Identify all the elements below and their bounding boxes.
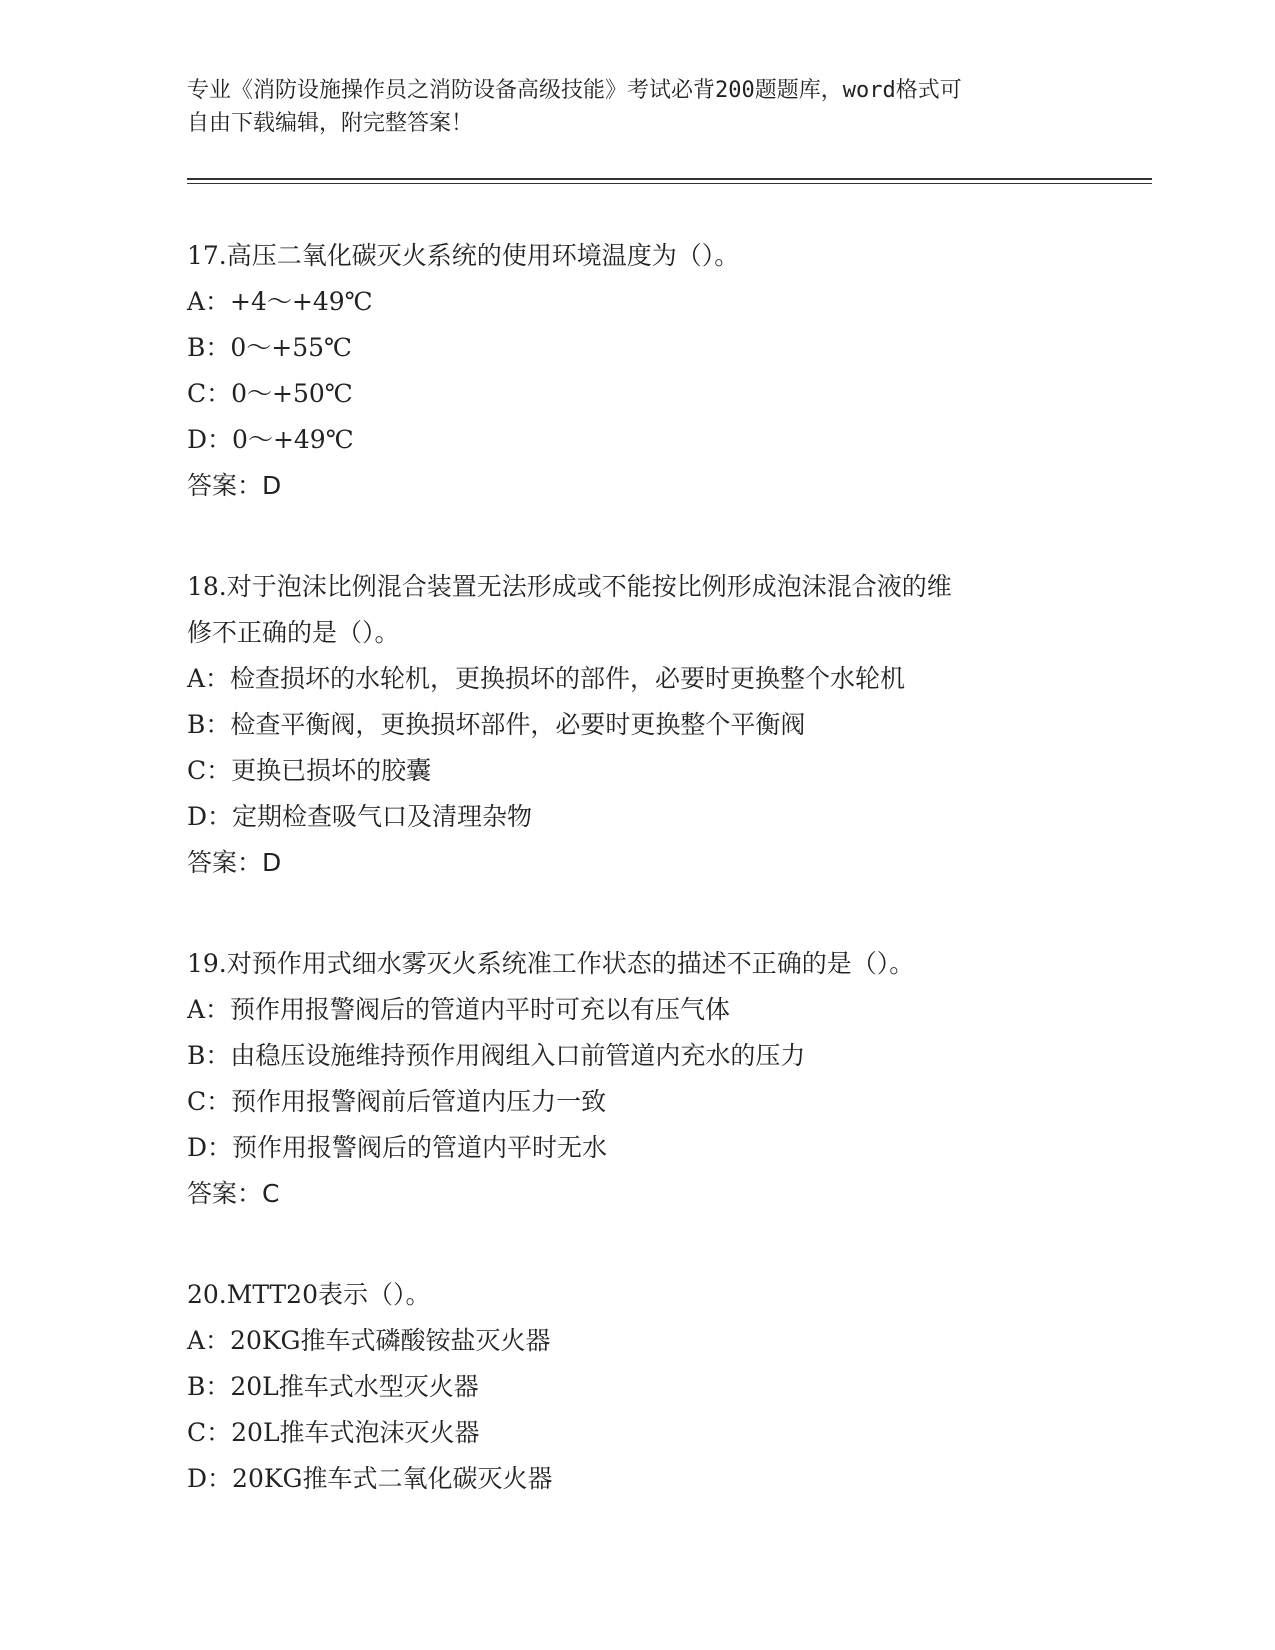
option-a: A：20KG推车式磷酸铵盐灭火器 — [187, 1326, 551, 1355]
question-list — [187, 233, 1147, 1557]
question-19 — [187, 941, 1147, 1217]
option-d: D：20KG推车式二氧化碳灭火器 — [187, 1464, 553, 1493]
option-a: A：预作用报警阀后的管道内平时可充以有压气体 — [187, 995, 731, 1024]
question-stem-continued: 修不正确的是（）。 — [187, 618, 400, 647]
answer-line: 答案：C — [187, 1179, 280, 1208]
option-c: C：0～+50℃ — [187, 379, 353, 408]
option-c: C：20L推车式泡沫灭火器 — [187, 1418, 480, 1447]
option-d: D：0～+49℃ — [187, 425, 354, 454]
answer-line: 答案：D — [187, 471, 282, 500]
header-line-2: 自由下载编辑，附完整答案！ — [187, 111, 474, 136]
option-d: D：定期检查吸气口及清理杂物 — [187, 802, 533, 831]
question-stem: 18.对于泡沫比例混合装置无法形成或不能按比例形成泡沫混合液的维 — [187, 572, 952, 601]
question-18 — [187, 564, 1147, 886]
option-c: C：更换已损坏的胶囊 — [187, 756, 432, 785]
option-b: B：检查平衡阀，更换损坏部件，必要时更换整个平衡阀 — [187, 710, 806, 739]
question-stem: 17.高压二氧化碳灭火系统的使用环境温度为（）。 — [187, 241, 740, 270]
option-a: A：+4～+49℃ — [187, 287, 373, 316]
question-stem: 20.MTT20表示（）。 — [187, 1280, 431, 1309]
option-b: B：0～+55℃ — [187, 333, 353, 362]
header-divider-thick — [187, 178, 1152, 180]
option-b: B：20L推车式水型灭火器 — [187, 1372, 479, 1401]
question-20 — [187, 1272, 1147, 1502]
document-header — [187, 74, 1067, 140]
question-stem: 19.对预作用式细水雾灭火系统准工作状态的描述不正确的是（）。 — [187, 949, 915, 978]
question-17 — [187, 233, 1147, 509]
option-a: A：检查损坏的水轮机，更换损坏的部件，必要时更换整个水轮机 — [187, 664, 906, 693]
option-c: C：预作用报警阀前后管道内压力一致 — [187, 1087, 607, 1116]
option-b: B：由稳压设施维持预作用阀组入口前管道内充水的压力 — [187, 1041, 806, 1070]
option-d: D：预作用报警阀后的管道内平时无水 — [187, 1133, 608, 1162]
answer-line: 答案：D — [187, 848, 282, 877]
header-divider-thin — [187, 183, 1152, 184]
header-line-1: 专业《消防设施操作员之消防设备高级技能》考试必背200题题库，word格式可 — [187, 78, 962, 103]
